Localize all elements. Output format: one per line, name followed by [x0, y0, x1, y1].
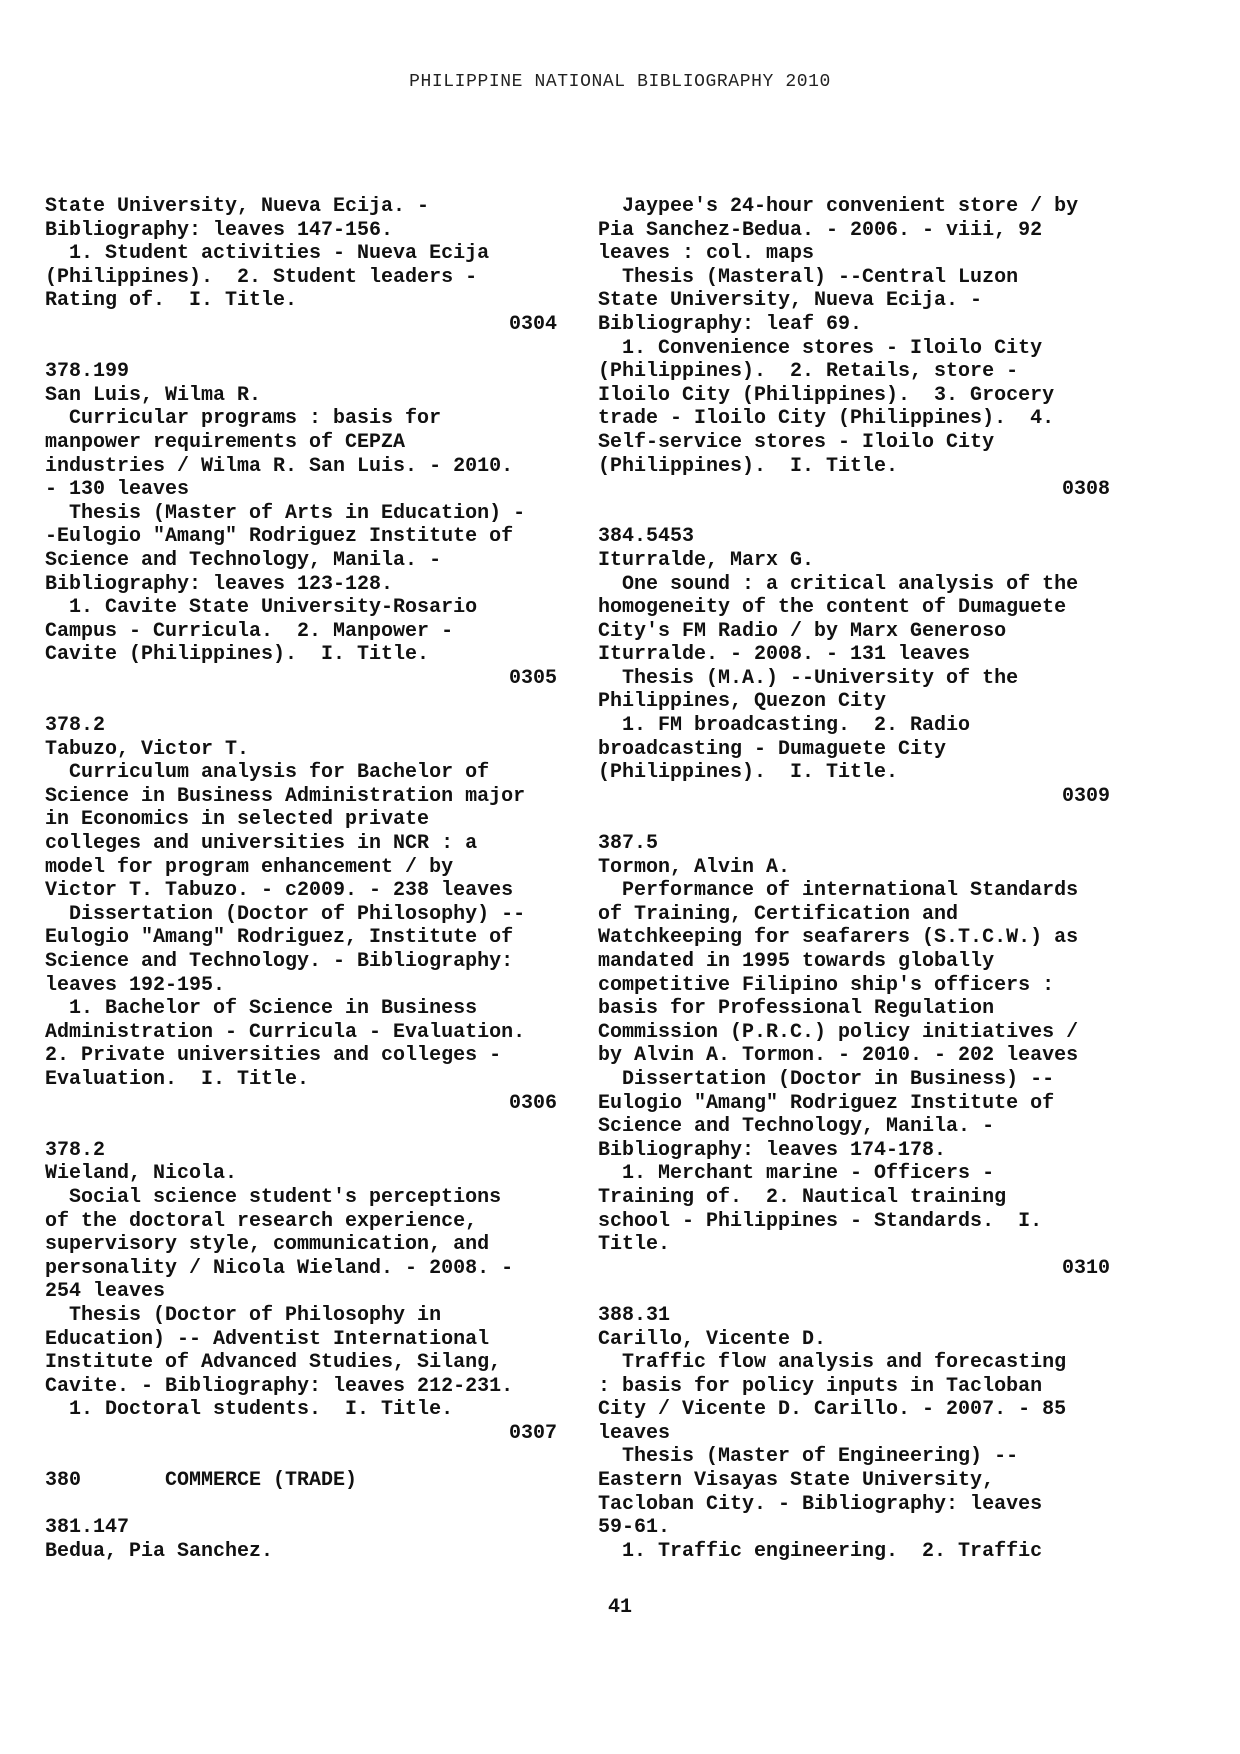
blank-line	[45, 1115, 557, 1139]
entry-text-line: Iturralde. - 2008. - 131 leaves	[598, 643, 971, 667]
entry-text-line: 2. Private universities and colleges -	[45, 1044, 502, 1068]
entry-text-line: San Luis, Wilma R.	[45, 383, 262, 407]
entry-text-line: Bibliography: leaves 174-178.	[598, 1138, 947, 1162]
entry-text-line: leaves 192-195.	[45, 973, 226, 997]
entry-text-line: Philippines, Quezon City	[598, 690, 887, 714]
entry-text-line: trade - Iloilo City (Philippines). 4.	[598, 407, 1055, 431]
running-head: PHILIPPINE NATIONAL BIBLIOGRAPHY 2010	[409, 72, 831, 92]
entry-text-line: Cavite (Philippines). I. Title.	[45, 643, 430, 667]
entry-text-line: leaves : col. maps	[598, 242, 815, 266]
entry-text-line: Title.	[598, 1233, 671, 1257]
entry-text-line: -Eulogio "Amang" Rodriguez Institute of	[45, 525, 514, 549]
entry-text-line: in Economics in selected private	[45, 808, 430, 832]
entry-text-line: Bedua, Pia Sanchez.	[45, 1539, 274, 1563]
entry-text-line: Science and Technology, Manila. -	[45, 548, 442, 572]
classification-number: 388.31	[598, 1303, 671, 1327]
blank-line	[45, 690, 557, 714]
entry-text-line: Watchkeeping for seafarers (S.T.C.W.) as	[598, 926, 1079, 950]
entry-text-line: Carillo, Vicente D.	[598, 1327, 827, 1351]
entry-text-line: homogeneity of the content of Dumaguete	[598, 596, 1067, 620]
entry-sequence-number: 0306	[508, 1091, 557, 1115]
entry-text-line: Pia Sanchez-Bedua. - 2006. - viii, 92	[598, 218, 1043, 242]
entry-text-line: Commission (P.R.C.) policy initiatives /	[598, 1020, 1079, 1044]
entry-text-line: of Training, Certification and	[598, 902, 959, 926]
entry-text-line: Thesis (M.A.) --University of the	[598, 666, 1019, 690]
entry-text-line: Thesis (Master of Arts in Education) -	[45, 501, 526, 525]
entry-text-line: Institute of Advanced Studies, Silang,	[45, 1351, 502, 1375]
entry-text-line: Tormon, Alvin A.	[598, 855, 791, 879]
entry-sequence-number: 0308	[1061, 478, 1110, 502]
entry-text-line: Eulogio "Amang" Rodriguez Institute of	[598, 1091, 1055, 1115]
entry-text-line: leaves	[598, 1421, 671, 1445]
entry-text-line: Rating of. I. Title.	[45, 289, 298, 313]
blank-line	[45, 1493, 557, 1517]
entry-text-line: Eulogio "Amang" Rodriguez, Institute of	[45, 926, 514, 950]
entry-text-line: City / Vicente D. Carillo. - 2007. - 85	[598, 1398, 1067, 1422]
classification-number: 378.2	[45, 1138, 106, 1162]
entry-text-line: Wieland, Nicola.	[45, 1162, 238, 1186]
entry-text-line: Bibliography: leaves 123-128.	[45, 572, 394, 596]
entry-text-line: Education) -- Adventist International	[45, 1327, 490, 1351]
blank-line	[598, 808, 1110, 832]
entry-text-line: Evaluation. I. Title.	[45, 1067, 310, 1091]
entry-text-line: Victor T. Tabuzo. - c2009. - 238 leaves	[45, 879, 514, 903]
entry-text-line: Iturralde, Marx G.	[598, 548, 815, 572]
entry-text-line: basis for Professional Regulation	[598, 997, 995, 1021]
entry-text-line: State University, Nueva Ecija. -	[45, 195, 430, 218]
entry-text-line: of the doctoral research experience,	[45, 1209, 478, 1233]
entry-text-line: Eastern Visayas State University,	[598, 1469, 995, 1493]
entry-text-line: Thesis (Master of Engineering) --	[598, 1445, 1019, 1469]
classification-number: 378.2	[45, 714, 106, 738]
entry-text-line: Thesis (Doctor of Philosophy in	[45, 1303, 442, 1327]
classification-number: 381.147	[45, 1516, 130, 1540]
entry-text-line: mandated in 1995 towards globally	[598, 950, 995, 973]
classification-number: 380 COMMERCE (TRADE)	[45, 1469, 358, 1493]
entry-text-line: (Philippines). I. Title.	[598, 761, 899, 785]
entry-text-line: Curricular programs : basis for	[45, 407, 442, 431]
entry-text-line: (Philippines). I. Title.	[598, 454, 899, 478]
entry-text-line: Jaypee's 24-hour convenient store / by	[598, 195, 1079, 218]
entry-text-line: Dissertation (Doctor in Business) --	[598, 1067, 1055, 1091]
entry-text-line: Social science student's perceptions	[45, 1185, 502, 1209]
entry-text-line: colleges and universities in NCR : a	[45, 832, 478, 856]
entry-text-line: personality / Nicola Wieland. - 2008. -	[45, 1256, 514, 1280]
entry-text-line: Traffic flow analysis and forecasting	[598, 1351, 1067, 1375]
entry-text-line: manpower requirements of CEPZA	[45, 430, 406, 454]
entry-text-line: Campus - Curricula. 2. Manpower -	[45, 619, 454, 643]
entry-sequence-number: 0304	[508, 312, 557, 336]
entry-text-line: Dissertation (Doctor of Philosophy) --	[45, 902, 526, 926]
entry-text-line: Tacloban City. - Bibliography: leaves	[598, 1492, 1043, 1516]
entry-text-line: Science and Technology, Manila. -	[598, 1115, 995, 1139]
entry-text-line: supervisory style, communication, and	[45, 1233, 490, 1257]
entry-text-line: Iloilo City (Philippines). 3. Grocery	[598, 383, 1055, 407]
entry-text-line: Bibliography: leaves 147-156.	[45, 218, 394, 242]
entry-text-line: by Alvin A. Tormon. - 2010. - 202 leaves	[598, 1044, 1079, 1068]
blank-line	[598, 502, 1110, 526]
entry-text-line: school - Philippines - Standards. I.	[598, 1209, 1043, 1233]
entry-text-line: (Philippines). 2. Student leaders -	[45, 265, 478, 289]
entry-sequence-number: 0309	[1061, 784, 1110, 808]
entry-text-line: City's FM Radio / by Marx Generoso	[598, 619, 1007, 643]
entry-text-line: 1. Bachelor of Science in Business	[45, 997, 478, 1021]
page-number: 41	[607, 1596, 632, 1619]
classification-number: 378.199	[45, 360, 130, 384]
entry-text-line: State University, Nueva Ecija. -	[598, 289, 983, 313]
entry-text-line: industries / Wilma R. San Luis. - 2010.	[45, 454, 514, 478]
left-column	[45, 195, 557, 1563]
entry-sequence-number: 0305	[508, 666, 557, 690]
entry-text-line: competitive Filipino ship's officers :	[598, 973, 1055, 997]
blank-line	[45, 337, 557, 361]
classification-number: 387.5	[598, 832, 659, 856]
entry-text-line: broadcasting - Dumaguete City	[598, 737, 947, 761]
blank-line	[45, 1445, 557, 1469]
entry-text-line: Bibliography: leaf 69.	[598, 312, 863, 336]
entry-text-line: 1. Student activities - Nueva Ecija	[45, 242, 490, 266]
entry-text-line: 1. Traffic engineering. 2. Traffic	[598, 1539, 1043, 1563]
entry-text-line: Self-service stores - Iloilo City	[598, 430, 995, 454]
entry-text-line: Science in Business Administration major	[45, 784, 526, 808]
entry-sequence-number: 0310	[1061, 1256, 1110, 1280]
right-column	[598, 195, 1110, 1563]
entry-text-line: : basis for policy inputs in Tacloban	[598, 1374, 1043, 1398]
entry-text-line: One sound : a critical analysis of the	[598, 572, 1079, 596]
entry-text-line: Curriculum analysis for Bachelor of	[45, 761, 490, 785]
entry-text-line: Thesis (Masteral) --Central Luzon	[598, 265, 1019, 289]
entry-text-line: 1. Merchant marine - Officers -	[598, 1162, 995, 1186]
blank-line	[598, 1280, 1110, 1304]
entry-text-line: 59-61.	[598, 1516, 671, 1540]
classification-number: 254 leaves	[45, 1280, 166, 1304]
entry-text-line: Training of. 2. Nautical training	[598, 1185, 1007, 1209]
entry-text-line: (Philippines). 2. Retails, store -	[598, 360, 1019, 384]
entry-text-line: Science and Technology. - Bibliography:	[45, 950, 514, 973]
entry-text-line: 1. Cavite State University-Rosario	[45, 596, 478, 620]
entry-text-line: 1. Doctoral students. I. Title.	[45, 1398, 454, 1422]
entry-text-line: 1. FM broadcasting. 2. Radio	[598, 714, 971, 738]
classification-number: 384.5453	[598, 525, 695, 549]
entry-text-line: Administration - Curricula - Evaluation.	[45, 1020, 526, 1044]
entry-text-line: Performance of international Standards	[598, 879, 1079, 903]
entry-text-line: Cavite. - Bibliography: leaves 212-231.	[45, 1374, 514, 1398]
entry-sequence-number: 0307	[508, 1421, 557, 1445]
entry-text-line: - 130 leaves	[45, 478, 190, 502]
entry-text-line: Tabuzo, Victor T.	[45, 737, 250, 761]
entry-text-line: model for program enhancement / by	[45, 855, 454, 879]
entry-text-line: 1. Convenience stores - Iloilo City	[598, 336, 1043, 360]
